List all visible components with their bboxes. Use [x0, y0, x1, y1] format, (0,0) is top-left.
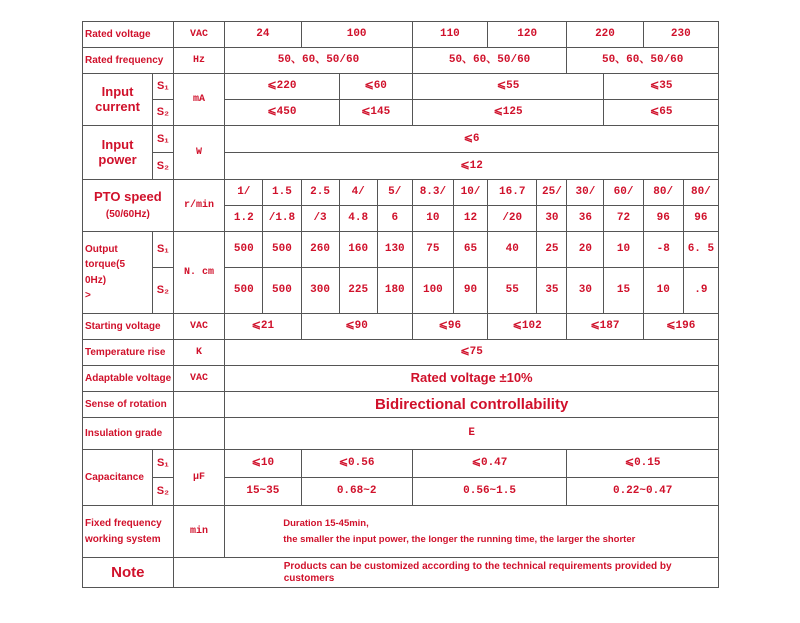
rated-frequency-unit: Hz	[173, 48, 225, 74]
note-label: Note	[83, 558, 174, 588]
s1-marker: S₁	[153, 126, 174, 153]
output-torque-label-line4: >	[85, 290, 91, 301]
starting-voltage-label: Starting voltage	[83, 314, 174, 340]
pto-speed-value: 80/	[683, 180, 718, 206]
pto-speed-value: 2.5	[301, 180, 339, 206]
capacitance-s1-value: ⩽0.56	[301, 450, 412, 478]
output-torque-s2-value: 500	[225, 268, 263, 314]
input-power-row-s1	[83, 126, 719, 153]
pto-speed-value: 36	[567, 206, 604, 232]
s1-marker: S₁	[153, 232, 174, 268]
temperature-rise-unit: K	[173, 340, 225, 366]
s2-marker: S₂	[153, 100, 174, 126]
pto-speed-value: 1/	[225, 180, 263, 206]
fixed-frequency-label-line1: Fixed frequency	[85, 517, 162, 529]
output-torque-s1-value: 500	[225, 232, 263, 268]
pto-speed-value: 16.7	[488, 180, 537, 206]
output-torque-s1-value: 25	[537, 232, 567, 268]
pto-speed-label	[83, 180, 174, 232]
input-current-s1-value: ⩽220	[225, 74, 339, 100]
input-power-s2-value: ⩽12	[225, 153, 719, 180]
capacitance-unit: μF	[173, 450, 225, 506]
capacitance-label: Capacitance	[83, 450, 153, 506]
input-power-unit: W	[173, 126, 225, 180]
pto-speed-value: /1.8	[263, 206, 301, 232]
starting-voltage-row	[83, 314, 719, 340]
capacitance-s1-value: ⩽10	[225, 450, 301, 478]
pto-speed-row-top	[83, 180, 719, 206]
output-torque-s1-value: 6. 5	[683, 232, 718, 268]
adaptable-voltage-value: Rated voltage ±10%	[225, 366, 719, 392]
pto-speed-value: /3	[301, 206, 339, 232]
adaptable-voltage-label: Adaptable voltage	[83, 366, 174, 392]
output-torque-s1-value: 65	[454, 232, 488, 268]
pto-speed-label-line2: (50/60Hz)	[105, 209, 150, 221]
input-current-s1-value: ⩽60	[339, 74, 412, 100]
s1-marker: S₁	[153, 74, 174, 100]
rated-voltage-value: 24	[225, 22, 301, 48]
starting-voltage-value: ⩽187	[567, 314, 643, 340]
insulation-grade-row	[83, 418, 719, 450]
pto-speed-value: 96	[683, 206, 718, 232]
rated-voltage-value: 120	[488, 22, 567, 48]
input-current-s2-value: ⩽145	[339, 100, 412, 126]
pto-speed-value: 4/	[339, 180, 377, 206]
pto-speed-value: 60/	[604, 180, 643, 206]
fixed-frequency-unit: min	[173, 506, 225, 558]
starting-voltage-value: ⩽96	[412, 314, 487, 340]
pto-speed-value: 10	[412, 206, 453, 232]
insulation-grade-value: E	[225, 418, 719, 450]
output-torque-s2-value: 180	[377, 268, 412, 314]
output-torque-s1-value: 75	[412, 232, 453, 268]
pto-speed-value: 30	[537, 206, 567, 232]
output-torque-s1-value: -8	[643, 232, 683, 268]
pto-speed-value: /20	[488, 206, 537, 232]
output-torque-s1-value: 130	[377, 232, 412, 268]
pto-speed-value: 1.5	[263, 180, 301, 206]
s2-marker: S₂	[153, 478, 174, 506]
capacitance-s2-value: 15~35	[225, 478, 301, 506]
pto-speed-unit: r/min	[173, 180, 225, 232]
pto-speed-value: 6	[377, 206, 412, 232]
output-torque-s1-value: 260	[301, 232, 339, 268]
rated-voltage-value: 100	[301, 22, 412, 48]
input-current-s1-value: ⩽55	[412, 74, 604, 100]
starting-voltage-value: ⩽196	[643, 314, 718, 340]
pto-speed-value: 1.2	[225, 206, 263, 232]
fixed-frequency-line1: Duration 15-45min,	[283, 518, 369, 530]
capacitance-s1-value: ⩽0.47	[412, 450, 567, 478]
input-power-s1-value: ⩽6	[225, 126, 719, 153]
insulation-grade-label: Insulation grade	[83, 418, 174, 450]
rated-frequency-row	[83, 48, 719, 74]
output-torque-s2-value: 30	[567, 268, 604, 314]
s1-marker: S₁	[153, 450, 174, 478]
rated-voltage-label: Rated voltage	[83, 22, 174, 48]
output-torque-s1-value: 500	[263, 232, 301, 268]
temperature-rise-row	[83, 340, 719, 366]
fixed-frequency-label-line2: working system	[85, 533, 161, 545]
pto-speed-value: 12	[454, 206, 488, 232]
input-current-row-s1	[83, 74, 719, 100]
pto-speed-value: 10/	[454, 180, 488, 206]
starting-voltage-value: ⩽90	[301, 314, 412, 340]
spec-table	[82, 21, 719, 588]
output-torque-s2-value: 10	[643, 268, 683, 314]
sense-of-rotation-unit-empty	[173, 392, 225, 418]
rated-frequency-label: Rated frequency	[83, 48, 174, 74]
output-torque-s2-value: 35	[537, 268, 567, 314]
input-current-unit: mA	[173, 74, 225, 126]
s2-marker: S₂	[153, 268, 174, 314]
insulation-grade-unit-empty	[173, 418, 225, 450]
output-torque-s2-value: .9	[683, 268, 718, 314]
rated-frequency-value: 50、60、50/60	[412, 48, 567, 74]
output-torque-s2-value: 15	[604, 268, 643, 314]
sense-of-rotation-value: Bidirectional controllability	[225, 392, 719, 418]
note-text: Products can be customized according to the technical requirements provided by customers	[173, 558, 718, 588]
output-torque-s2-value: 225	[339, 268, 377, 314]
fixed-frequency-line2: the smaller the input power, the longer the running time, the larger the shorter	[283, 533, 636, 545]
output-torque-s1-value: 10	[604, 232, 643, 268]
pto-speed-value: 30/	[567, 180, 604, 206]
output-torque-s1-value: 20	[567, 232, 604, 268]
input-power-label	[83, 126, 153, 180]
input-current-label-line2: current	[95, 98, 140, 114]
capacitance-s2-value: 0.68~2	[301, 478, 412, 506]
output-torque-label	[83, 232, 153, 314]
pto-speed-value: 96	[643, 206, 683, 232]
fixed-frequency-label	[83, 506, 174, 558]
input-current-s2-value: ⩽450	[225, 100, 339, 126]
pto-speed-value: 25/	[537, 180, 567, 206]
starting-voltage-value: ⩽102	[488, 314, 567, 340]
rated-voltage-value: 220	[567, 22, 643, 48]
rated-voltage-value: 110	[412, 22, 487, 48]
sense-of-rotation-label: Sense of rotation	[83, 392, 174, 418]
rated-frequency-value: 50、60、50/60	[567, 48, 719, 74]
input-current-label-line1: Input	[101, 83, 134, 99]
fixed-frequency-row	[83, 506, 719, 558]
input-current-s2-value: ⩽125	[412, 100, 604, 126]
output-torque-s2-value: 90	[454, 268, 488, 314]
output-torque-s2-value: 500	[263, 268, 301, 314]
input-current-label	[83, 74, 153, 126]
output-torque-s2-value: 100	[412, 268, 453, 314]
pto-speed-value: 80/	[643, 180, 683, 206]
input-power-label-line1: Input	[101, 136, 134, 152]
temperature-rise-label: Temperature rise	[83, 340, 174, 366]
output-torque-s1-value: 40	[488, 232, 537, 268]
output-torque-row-s1	[83, 232, 719, 268]
pto-speed-value: 4.8	[339, 206, 377, 232]
input-power-label-line2: power	[98, 151, 137, 167]
output-torque-s2-value: 300	[301, 268, 339, 314]
fixed-frequency-description	[225, 506, 719, 558]
starting-voltage-unit: VAC	[173, 314, 225, 340]
pto-speed-value: 72	[604, 206, 643, 232]
adaptable-voltage-row	[83, 366, 719, 392]
capacitance-s2-value: 0.56~1.5	[412, 478, 567, 506]
rated-voltage-unit: VAC	[173, 22, 225, 48]
input-current-s2-value: ⩽65	[604, 100, 719, 126]
s2-marker: S₂	[153, 153, 174, 180]
starting-voltage-value: ⩽21	[225, 314, 301, 340]
adaptable-voltage-unit: VAC	[173, 366, 225, 392]
pto-speed-value: 5/	[377, 180, 412, 206]
output-torque-s2-value: 55	[488, 268, 537, 314]
input-current-s1-value: ⩽35	[604, 74, 719, 100]
note-row	[83, 558, 719, 588]
temperature-rise-value: ⩽75	[225, 340, 719, 366]
output-torque-label-line3: 0Hz)	[85, 274, 107, 286]
pto-speed-value: 8.3/	[412, 180, 453, 206]
capacitance-s2-value: 0.22~0.47	[567, 478, 719, 506]
capacitance-s1-value: ⩽0.15	[567, 450, 719, 478]
sense-of-rotation-row	[83, 392, 719, 418]
output-torque-s1-value: 160	[339, 232, 377, 268]
pto-speed-label-line1: PTO speed	[94, 189, 162, 205]
capacitance-row-s1	[83, 450, 719, 478]
rated-frequency-value: 50、60、50/60	[225, 48, 413, 74]
rated-voltage-row	[83, 22, 719, 48]
output-torque-label-line1: Output	[85, 243, 118, 255]
output-torque-unit: N. cm	[173, 232, 225, 314]
rated-voltage-value: 230	[643, 22, 718, 48]
output-torque-label-line2: torque(5	[85, 259, 125, 270]
